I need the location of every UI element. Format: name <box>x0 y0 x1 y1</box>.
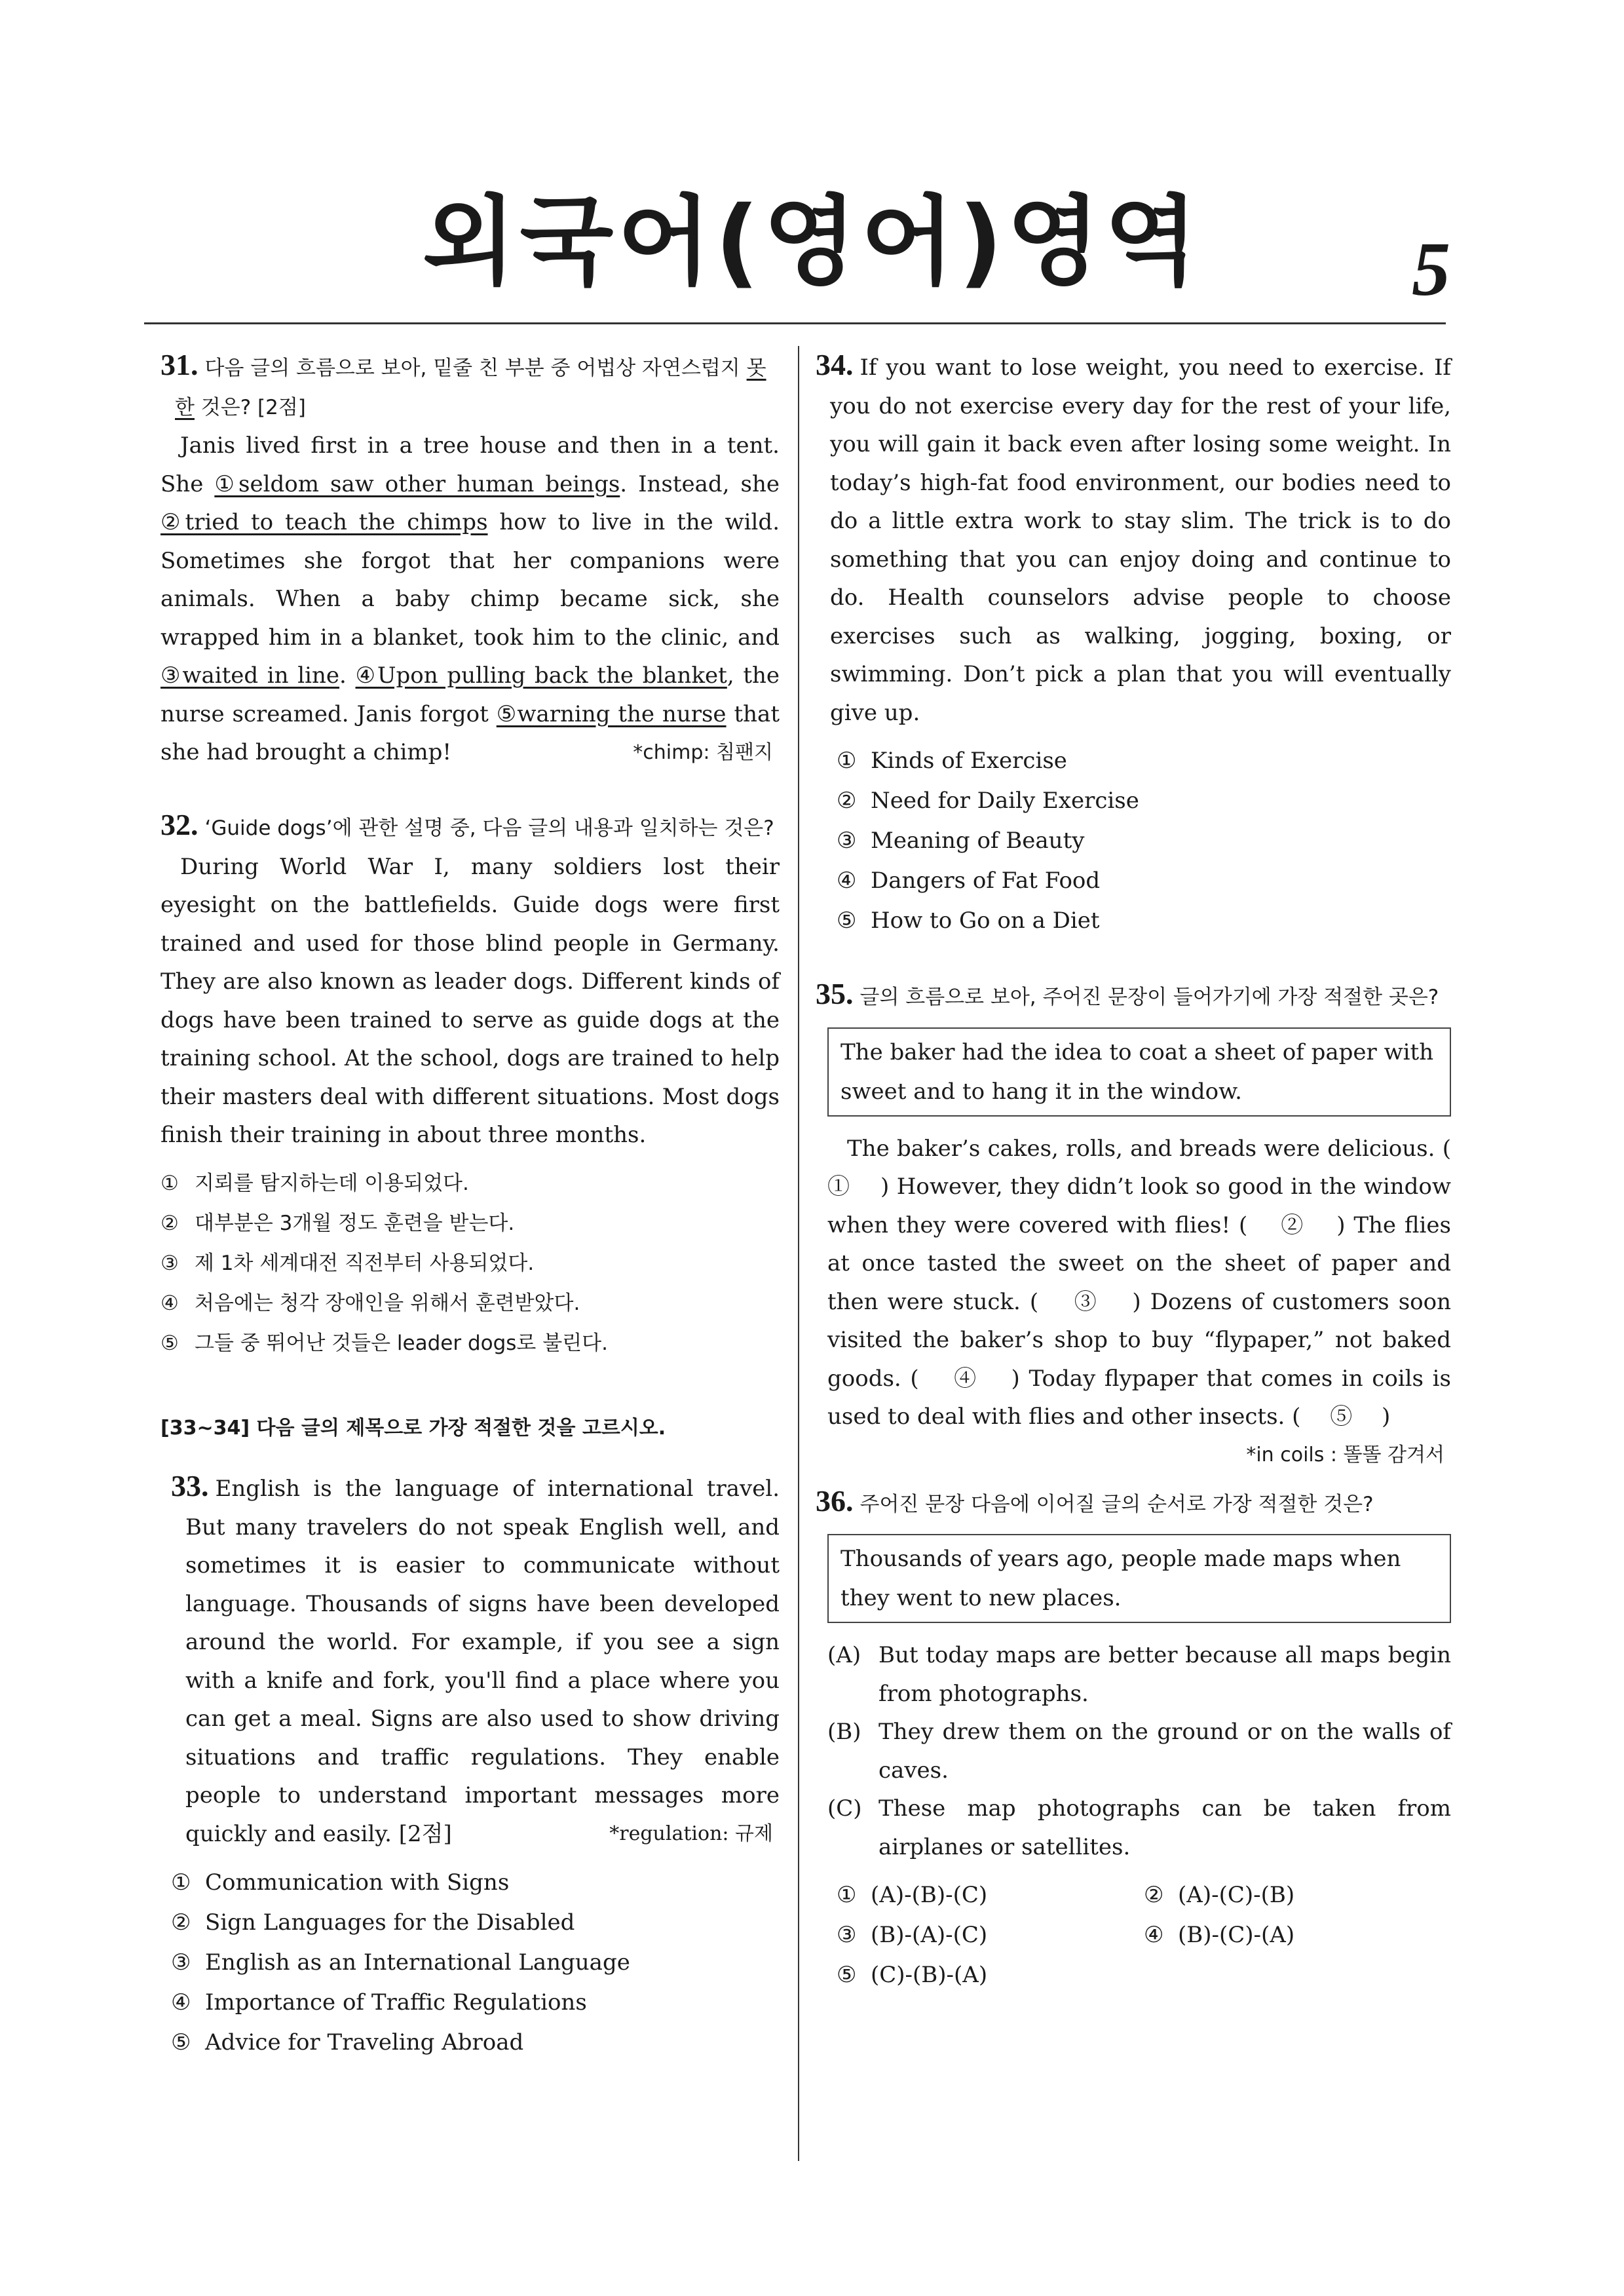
question-number: 35. <box>816 977 854 1010</box>
choice[interactable]: ② Sign Languages for the Disabled <box>171 1909 575 1936</box>
left-column <box>161 346 780 2063</box>
choice[interactable]: ③ 제 1차 세계대전 직전부터 사용되었다. <box>161 1251 535 1275</box>
sequence-item: (B) They drew them on the ground or on the walls of caves. <box>827 1719 1451 1784</box>
underline-3: ③waited in line <box>161 662 340 689</box>
choice[interactable]: ③ English as an International Language <box>171 1949 630 1976</box>
header-divider <box>144 322 1446 324</box>
given-sentence-box: Thousands of years ago, people made maps when they went to new places. <box>827 1534 1451 1623</box>
question-36-prompt: 36. 주어진 문장 다음에 이어질 글의 순서로 가장 적절한 것은? <box>816 1483 1374 1518</box>
question-36-choices <box>816 1875 1451 1995</box>
choice[interactable]: ③ (B)-(A)-(C) <box>837 1922 988 1948</box>
question-36 <box>816 1482 1451 1996</box>
choice[interactable]: ② 대부분은 3개월 정도 훈련을 받는다. <box>161 1211 515 1235</box>
question-number: 36. <box>816 1483 854 1518</box>
underline-4: ④Upon pulling back the blanket <box>355 662 727 689</box>
sequence-item: (C) These map photographs can be taken from airplanes or satellites. <box>827 1795 1451 1860</box>
question-34-choices <box>816 741 1451 941</box>
choice[interactable]: ⑤ 그들 중 뛰어난 것들은 leader dogs로 불린다. <box>161 1331 608 1355</box>
footnote: *in coils : 똘똘 감겨서 <box>1246 1443 1445 1466</box>
question-number: 32. <box>161 808 198 841</box>
question-number: 31. <box>161 348 198 381</box>
question-33-choices <box>171 1863 780 2063</box>
right-column <box>816 346 1481 1995</box>
footnote: *regulation: 규제 <box>609 1822 773 1845</box>
question-number: 33. <box>171 1469 209 1502</box>
question-34 <box>816 346 1451 941</box>
choice[interactable]: ③ Meaning of Beauty <box>837 828 1085 854</box>
choice[interactable]: ① Communication with Signs <box>171 1869 510 1896</box>
choice[interactable]: ④ Importance of Traffic Regulations <box>171 1989 587 2016</box>
choice[interactable]: ① Kinds of Exercise <box>837 748 1067 774</box>
choice[interactable]: ② Need for Daily Exercise <box>837 788 1139 814</box>
question-35-prompt: 35. 글의 흐름으로 보아, 주어진 문장이 들어가기에 가장 적절한 곳은? <box>816 977 1439 1010</box>
choice[interactable]: ④ (B)-(C)-(A) <box>1144 1922 1295 1948</box>
choice[interactable]: ⑤ How to Go on a Diet <box>837 908 1100 934</box>
choice[interactable]: ④ 처음에는 청각 장애인을 위해서 훈련받았다. <box>161 1291 580 1315</box>
underline-1: ①seldom saw other human beings <box>214 470 620 497</box>
given-sentence-box: The baker had the idea to coat a sheet of paper with sweet and to hang it in the window. <box>827 1027 1451 1117</box>
footnote: *chimp: 침팬지 <box>633 740 773 764</box>
question-35 <box>816 975 1481 1466</box>
question-31 <box>161 346 780 772</box>
question-31-prompt: 31. 다음 글의 흐름으로 보아, 밑줄 친 부분 중 어법상 자연스럽지 못한 것은? [2점] <box>161 348 766 419</box>
question-33-passage: 33. English is the language of international travel. But many travelers do not speak English well, and sometimes it is easier to communicate without language. Thousands of signs have been developed around the world. For example, if you see a sign with a knife and fork, you'll find a place where you can get a meal. Signs are also used to show driving situations and traffic regulations. They enable people to understand important messages more quickly and easily. [2점] <box>171 1469 780 1847</box>
question-34-passage: 34. If you want to lose weight, you need to exercise. If you do not exercise every day for the rest of your life, you will gain it back even after losing some weight. In today’s high-fat food environment, our bodies need to do a little extra work to stay slim. The trick is to do something that you can enjoy doing and continue to do. Health counselors advise people to choose exercises such as walking, jogging, boxing, or swimming. Don’t pick a plan that you will eventually give up. <box>816 348 1451 726</box>
question-number: 34. <box>816 348 854 381</box>
question-32-choices <box>161 1164 780 1364</box>
underline-2: ②tried to teach the chimps <box>161 509 488 535</box>
choice[interactable]: ② (A)-(C)-(B) <box>1144 1882 1295 1908</box>
question-32-passage: During World War I, many soldiers lost their eyesight on the battlefields. Guide dogs were first trained and used for those blind people in Germany. They are also known as leader dogs. Different kinds of dogs have been trained to serve as guide dogs at the training school. At the school, dogs are trained to help their masters deal with different situations. Most dogs finish their training in about three months. <box>161 853 780 1148</box>
choice[interactable]: ④ Dangers of Fat Food <box>837 868 1101 894</box>
choice[interactable]: ⑤ (C)-(B)-(A) <box>837 1962 988 1988</box>
column-divider <box>798 346 799 2161</box>
question-32 <box>161 806 780 1364</box>
page-title: 외국어(영어)영역 <box>422 185 1202 298</box>
question-35-passage: The baker’s cakes, rolls, and breads were delicious. ( ① ) However, they didn’t look so good in the window when they were covered with flies! ( ② ) The flies at once tasted the sweet on the sheet of paper and then were stuck. ( ③ ) Dozens of customers soon visited the baker’s shop to buy “flypaper,” not baked goods. ( ④ ) Today flypaper that comes in coils is used to deal with flies and other insects. ( ⑤ ) *in coils : 똘똘 감겨서 <box>816 1130 1451 1436</box>
question-32-prompt: 32. ‘Guide dogs’에 관한 설명 중, 다음 글의 내용과 일치하는 것은? <box>161 808 774 841</box>
sequence-item: (A) But today maps are better because all maps begin from photographs. <box>827 1642 1451 1707</box>
section-heading-33-34: [33∼34] 다음 글의 제목으로 가장 적절한 것을 고르시오. <box>161 1416 666 1440</box>
underline-5: ⑤warning the nurse <box>496 700 727 727</box>
choice[interactable]: ⑤ Advice for Traveling Abroad <box>171 2029 524 2056</box>
question-33 <box>161 1467 780 2063</box>
choice[interactable]: ① (A)-(B)-(C) <box>837 1882 988 1908</box>
choice[interactable]: ① 지뢰를 탐지하는데 이용되었다. <box>161 1171 469 1195</box>
sequence-paragraphs <box>816 1636 1451 1866</box>
question-31-passage: Janis lived first in a tree house and then in a tent. She ①seldom saw other human beings. Instead, she ②tried to teach the chimps how to live in the wild. Sometimes she forgot that her companions were animals. When a baby chimp became sick, she wrapped him in a blanket, took him to the clinic, and ③waited in line. ④Upon pulling back the blanket, the nurse screamed. Janis forgot ⑤warning the nurse that she had brought a chimp! <box>161 432 780 765</box>
page-number: 5 <box>1412 226 1450 312</box>
